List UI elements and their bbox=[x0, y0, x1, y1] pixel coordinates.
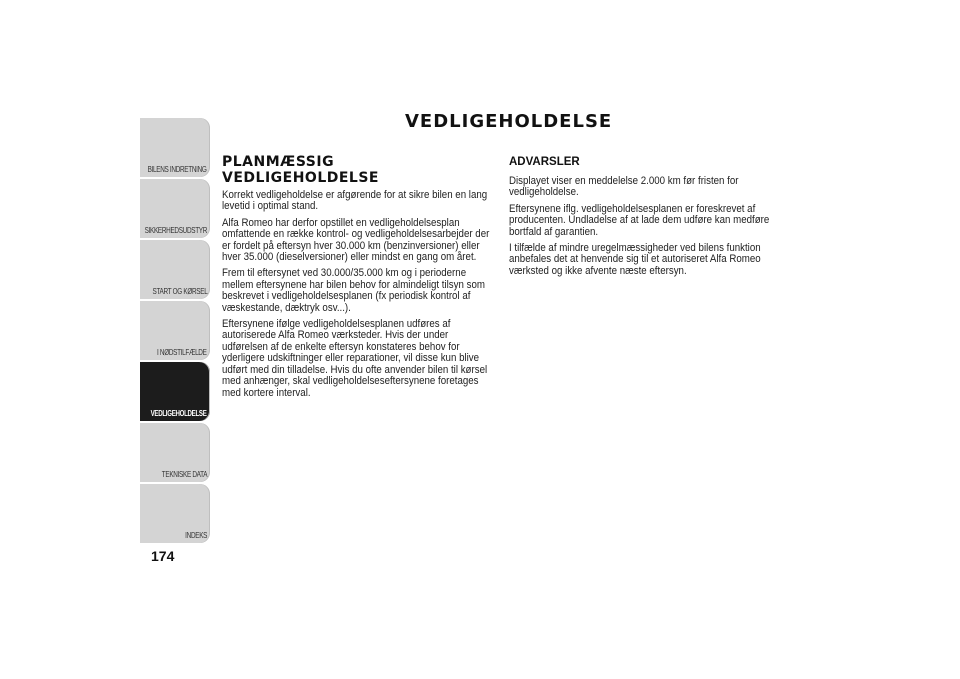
left-column bbox=[222, 155, 492, 404]
right-column bbox=[509, 156, 779, 282]
tab-sikkerhedsudstyr[interactable] bbox=[140, 179, 210, 238]
paragraph: Eftersynene ifølge vedligeholdelsesplanen udføres af autoriserede Alfa Romeo værksteder. Hvis der under udførelsen af de enkelte eftersyn konstateres behov for yderligere udskiftninger eller reparationer, vil disse kun blive udført med din tilladelse. Hvis du ofte anvender bilen til kørsel med anhænger, skal vedligeholdelseseftersynene foretages med kortere interval. bbox=[222, 318, 488, 399]
paragraph: I tilfælde af mindre uregelmæssigheder ved bilens funktion anbefales det at henvende sig til et autoriseret Alfa Romeo værksted og ikke afvente næste eftersyn. bbox=[509, 242, 761, 277]
warnings-heading: ADVARSLER bbox=[509, 156, 580, 168]
paragraph: Eftersynene iflg. vedligeholdelsesplanen er foreskrevet af producenten. Undladelse af at lade dem udføre kan medføre bortfald af garantien. bbox=[509, 202, 770, 238]
tab-vedligeholdelse[interactable] bbox=[140, 362, 210, 421]
tab-label: START OG KØRSEL bbox=[152, 287, 207, 296]
tab-label: BILENS INDRETNING bbox=[148, 165, 207, 174]
section-heading-line1: PLANMÆSSIG bbox=[222, 154, 335, 170]
page-title: VEDLIGEHOLDELSE bbox=[405, 111, 613, 132]
tab-label: SIKKERHEDSUDSTYR bbox=[144, 226, 207, 235]
section-heading bbox=[222, 155, 492, 186]
section-heading-line2: VEDLIGEHOLDELSE bbox=[222, 169, 379, 186]
paragraph: Alfa Romeo har derfor opstillet en vedligeholdelsesplan omfattende en række kontrol- og vedligeholdelsesarbejder der er fordelt på eftersyn hver 30.000 km (benzinversioner) eller hver 35.000 (dieselversioner) eller mindst en gang om året. bbox=[222, 216, 490, 264]
tab-label: TEKNISKE DATA bbox=[161, 470, 207, 479]
tab-label: INDEKS bbox=[185, 531, 207, 540]
paragraph: Korrekt vedligeholdelse er afgørende for at sikre bilen en lang levetid i optimal stand. bbox=[222, 189, 488, 213]
paragraph: Frem til eftersynet ved 30.000/35.000 km og i perioderne mellem eftersynene har bilen behov for almindeligt tilsyn som beskrevet i vedligeholdelsesplanen (fx periodisk kontrol af væskestande, dæktryk osv...). bbox=[222, 267, 485, 314]
tab-tekniske-data[interactable] bbox=[140, 423, 210, 482]
tab-label: VEDLIGEHOLDELSE bbox=[151, 409, 207, 418]
tab-indeks[interactable] bbox=[140, 484, 210, 543]
chapter-tabs bbox=[140, 118, 210, 545]
tab-start-og-korsel[interactable] bbox=[140, 240, 210, 299]
tab-bilens-indretning[interactable] bbox=[140, 118, 210, 177]
tab-label: I NØDSTILFÆLDE bbox=[157, 348, 207, 357]
paragraph: Displayet viser en meddelelse 2.000 km før fristen for vedligeholdelse. bbox=[509, 175, 739, 199]
page-number: 174 bbox=[151, 548, 175, 564]
tab-i-nodstilfaelde[interactable] bbox=[140, 301, 210, 360]
